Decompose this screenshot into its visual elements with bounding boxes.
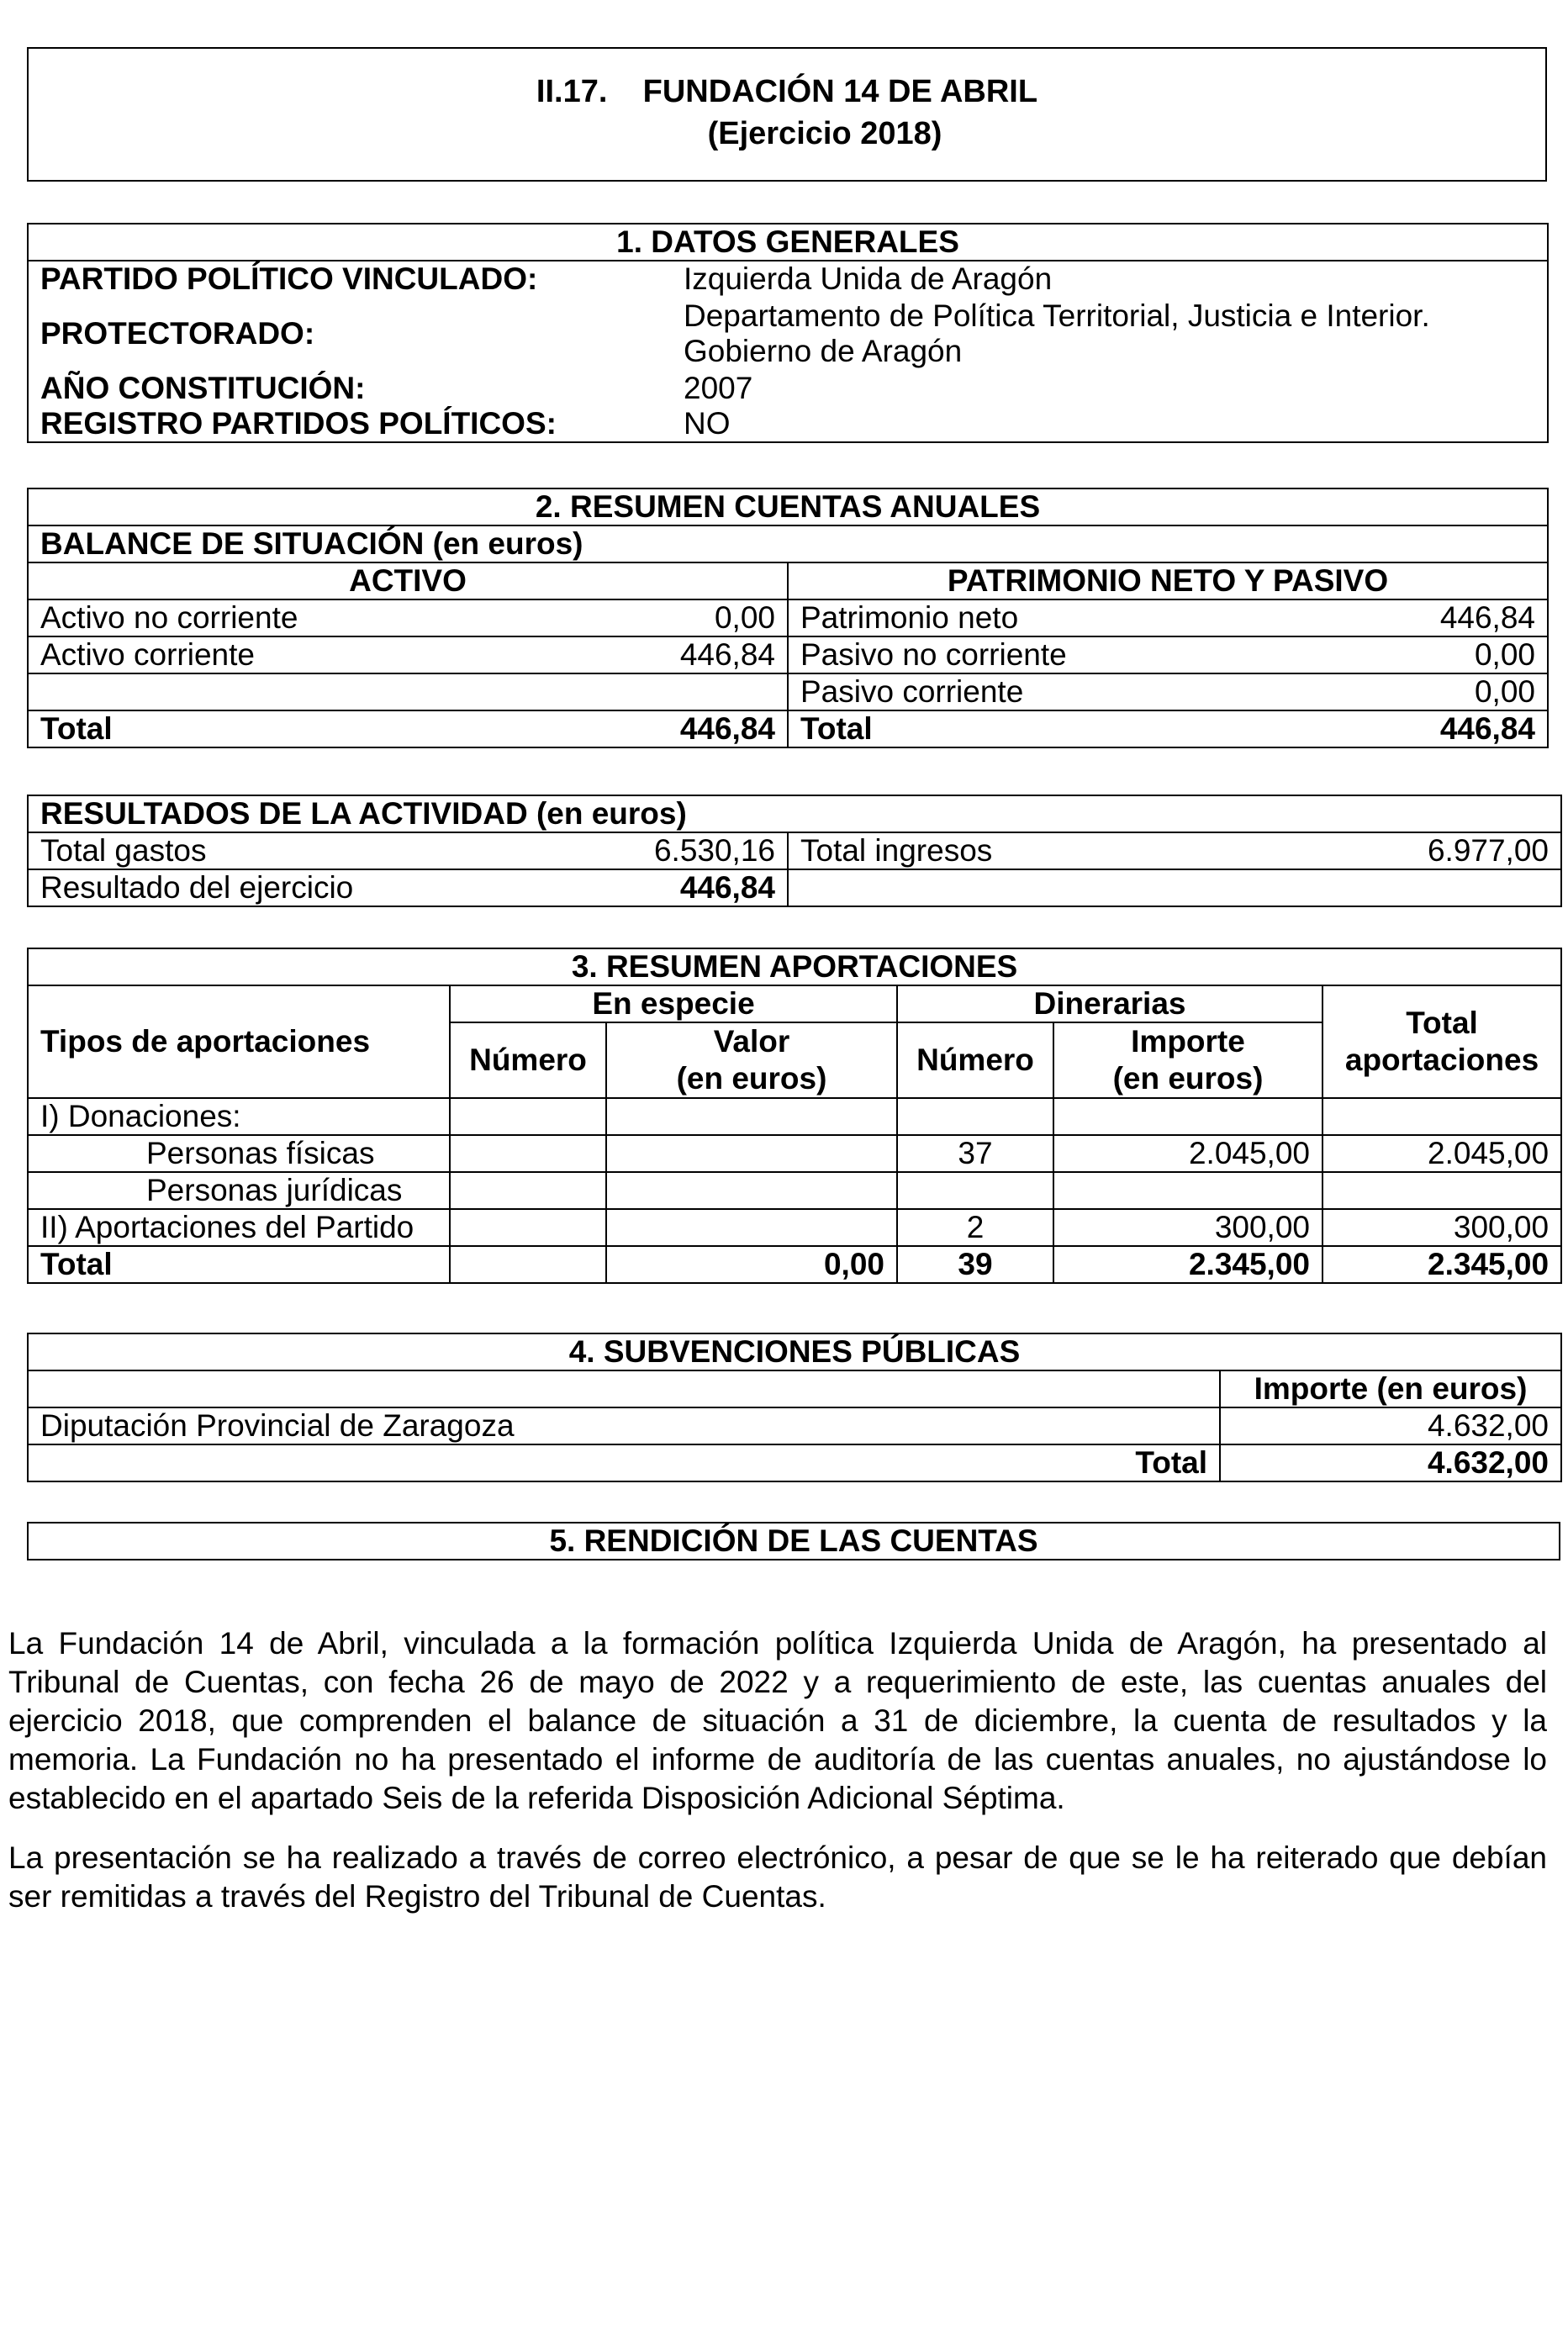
title-box (27, 47, 1547, 182)
activo-row-label: Activo corriente (40, 637, 255, 672)
importe-header: Importe (en euros) (1220, 1370, 1561, 1407)
valor-header (606, 1022, 897, 1098)
especie-numero-header: Número (450, 1022, 606, 1098)
resultado-empty (788, 869, 1561, 906)
gastos-label: Total gastos (40, 833, 207, 868)
total-din-num: 39 (897, 1246, 1053, 1283)
datos-generales-heading: 1. DATOS GENERALES (28, 224, 1548, 261)
ingresos-label: Total ingresos (800, 833, 993, 868)
importe-header (1053, 1022, 1323, 1098)
activo-cell (28, 599, 788, 636)
esp-num (450, 1135, 606, 1172)
pasivo-row-label: Patrimonio neto (800, 600, 1019, 635)
total-aportaciones: 2.345,00 (1323, 1246, 1561, 1283)
fiscal-year: (Ejercicio 2018) (707, 116, 942, 151)
row-label: Personas jurídicas (28, 1172, 450, 1209)
gastos-cell (28, 832, 788, 869)
table-row (28, 1172, 1561, 1209)
subvenciones-total-label: Total (28, 1444, 1220, 1481)
subvenciones-total-value: 4.632,00 (1220, 1444, 1561, 1481)
row-total (1323, 1172, 1561, 1209)
datos-generales-table (27, 223, 1549, 443)
total-row (28, 710, 1548, 747)
table-row (28, 1135, 1561, 1172)
resultado-cell (28, 869, 788, 906)
importe-header-line-2: (en euros) (1112, 1061, 1264, 1096)
subvencion-value: 4.632,00 (1220, 1407, 1561, 1444)
total-header-line-2: aportaciones (1344, 1043, 1539, 1077)
balance-table (27, 488, 1549, 748)
resumen-cuentas-heading: 2. RESUMEN CUENTAS ANUALES (28, 488, 1548, 525)
row-label: II) Aportaciones del Partido (28, 1209, 450, 1246)
resultados-heading: RESULTADOS DE LA ACTIVIDAD (en euros) (28, 795, 1561, 832)
protectorado-line-1: Departamento de Política Territorial, Justicia e Interior. (684, 298, 1430, 333)
activo-row-value: 0,00 (714, 600, 775, 635)
registro-label: REGISTRO PARTIDOS POLÍTICOS: (28, 406, 633, 442)
protectorado-value (633, 297, 1548, 371)
subvenciones-header-empty (28, 1370, 1220, 1407)
row-label: Personas físicas (28, 1135, 450, 1172)
resultado-value: 446,84 (679, 870, 775, 905)
pasivo-row-value: 446,84 (1439, 600, 1535, 635)
esp-num (450, 1209, 606, 1246)
pasivo-cell (788, 673, 1548, 710)
esp-num (450, 1098, 606, 1135)
row-total: 300,00 (1323, 1209, 1561, 1246)
total-activo-cell (28, 710, 788, 747)
din-imp: 2.045,00 (1053, 1135, 1323, 1172)
din-imp (1053, 1098, 1323, 1135)
total-din-imp: 2.345,00 (1053, 1246, 1323, 1283)
total-aportaciones-header (1323, 985, 1561, 1098)
esp-val (606, 1098, 897, 1135)
pasivo-header: PATRIMONIO NETO Y PASIVO (788, 562, 1548, 599)
registro-value: NO (633, 406, 1548, 442)
esp-num (450, 1172, 606, 1209)
especie-header: En especie (450, 985, 897, 1022)
pasivo-row-value: 0,00 (1474, 637, 1535, 672)
activo-cell (28, 636, 788, 673)
din-num (897, 1098, 1053, 1135)
total-activo-value: 446,84 (679, 711, 775, 746)
pasivo-row-label: Pasivo corriente (800, 674, 1024, 709)
resultados-table (27, 795, 1562, 907)
esp-val (606, 1172, 897, 1209)
partido-label: PARTIDO POLÍTICO VINCULADO: (28, 261, 633, 297)
partido-value: Izquierda Unida de Aragón (633, 261, 1548, 297)
activo-header: ACTIVO (28, 562, 788, 599)
table-row (28, 673, 1548, 710)
din-num (897, 1172, 1053, 1209)
protectorado-line-2: Gobierno de Aragón (684, 334, 963, 368)
dinerarias-numero-header: Número (897, 1022, 1053, 1098)
activo-cell-empty (28, 673, 788, 710)
subvencion-entity: Diputación Provincial de Zaragoza (28, 1407, 1220, 1444)
tipos-header: Tipos de aportaciones (28, 985, 450, 1098)
din-num: 37 (897, 1135, 1053, 1172)
total-header-line-1: Total (1406, 1006, 1478, 1040)
total-esp-val: 0,00 (606, 1246, 897, 1283)
activo-row-label: Activo no corriente (40, 600, 298, 635)
total-label: Total (40, 711, 113, 746)
row-total (1323, 1098, 1561, 1135)
protectorado-label: PROTECTORADO: (28, 297, 633, 371)
aportaciones-table (27, 948, 1562, 1284)
anio-label: AÑO CONSTITUCIÓN: (28, 371, 633, 406)
table-row (28, 636, 1548, 673)
rendicion-paragraph-2: La presentación se ha realizado a través de correo electrónico, a pesar de que se le ha reiterado que debían ser remitidas a través del Registro del Tribunal de Cuentas. (8, 1840, 1547, 1914)
row-total: 2.045,00 (1323, 1135, 1561, 1172)
aportaciones-heading: 3. RESUMEN APORTACIONES (28, 948, 1561, 985)
rendicion-heading: 5. RENDICIÓN DE LAS CUENTAS (28, 1523, 1560, 1560)
valor-header-line-1: Valor (713, 1024, 790, 1059)
ingresos-value: 6.977,00 (1427, 833, 1549, 868)
foundation-name: FUNDACIÓN 14 DE ABRIL (642, 74, 1038, 109)
esp-val (606, 1209, 897, 1246)
din-num: 2 (897, 1209, 1053, 1246)
balance-label: BALANCE DE SITUACIÓN (en euros) (28, 525, 1548, 562)
din-imp (1053, 1172, 1323, 1209)
row-label: I) Donaciones: (28, 1098, 450, 1135)
rendicion-paragraph-1: La Fundación 14 de Abril, vinculada a la formación política Izquierda Unida de Aragón, ha presentado al Tribunal de Cuentas, con fecha 26 de mayo de 2022 y a requerimiento de este, las cuentas anuales del ejercicio 2018, que comprenden el balance de situación a 31 de diciembre, la cuenta de resultados y la memoria. La Fundación no ha presentado el informe de auditoría de las cuentas anuales, no ajustándose lo establecido en el apartado Seis de la referida Disposición Adicional Séptima. (8, 1626, 1547, 1815)
rendicion-table (27, 1522, 1560, 1560)
anio-value: 2007 (633, 371, 1548, 406)
document-title (29, 74, 1545, 110)
pasivo-row-label: Pasivo no corriente (800, 637, 1067, 672)
pasivo-cell (788, 599, 1548, 636)
ingresos-cell (788, 832, 1561, 869)
table-row (28, 1209, 1561, 1246)
total-label: Total (28, 1246, 450, 1283)
resultado-label: Resultado del ejercicio (40, 870, 354, 905)
pasivo-cell (788, 636, 1548, 673)
total-row (28, 1246, 1561, 1283)
total-pasivo-cell (788, 710, 1548, 747)
valor-header-line-2: (en euros) (676, 1061, 827, 1096)
dinerarias-header: Dinerarias (897, 985, 1323, 1022)
activo-row-value: 446,84 (679, 637, 775, 672)
subvenciones-table (27, 1333, 1562, 1482)
esp-val (606, 1135, 897, 1172)
table-row (28, 1098, 1561, 1135)
importe-header-line-1: Importe (1131, 1024, 1245, 1059)
table-row (28, 599, 1548, 636)
total-esp-num (450, 1246, 606, 1283)
subvenciones-heading: 4. SUBVENCIONES PÚBLICAS (28, 1333, 1561, 1370)
total-pasivo-value: 446,84 (1439, 711, 1535, 746)
gastos-value: 6.530,16 (653, 833, 775, 868)
total-label: Total (800, 711, 873, 746)
pasivo-row-value: 0,00 (1474, 674, 1535, 709)
section-number: II.17. (536, 74, 608, 109)
din-imp: 300,00 (1053, 1209, 1323, 1246)
